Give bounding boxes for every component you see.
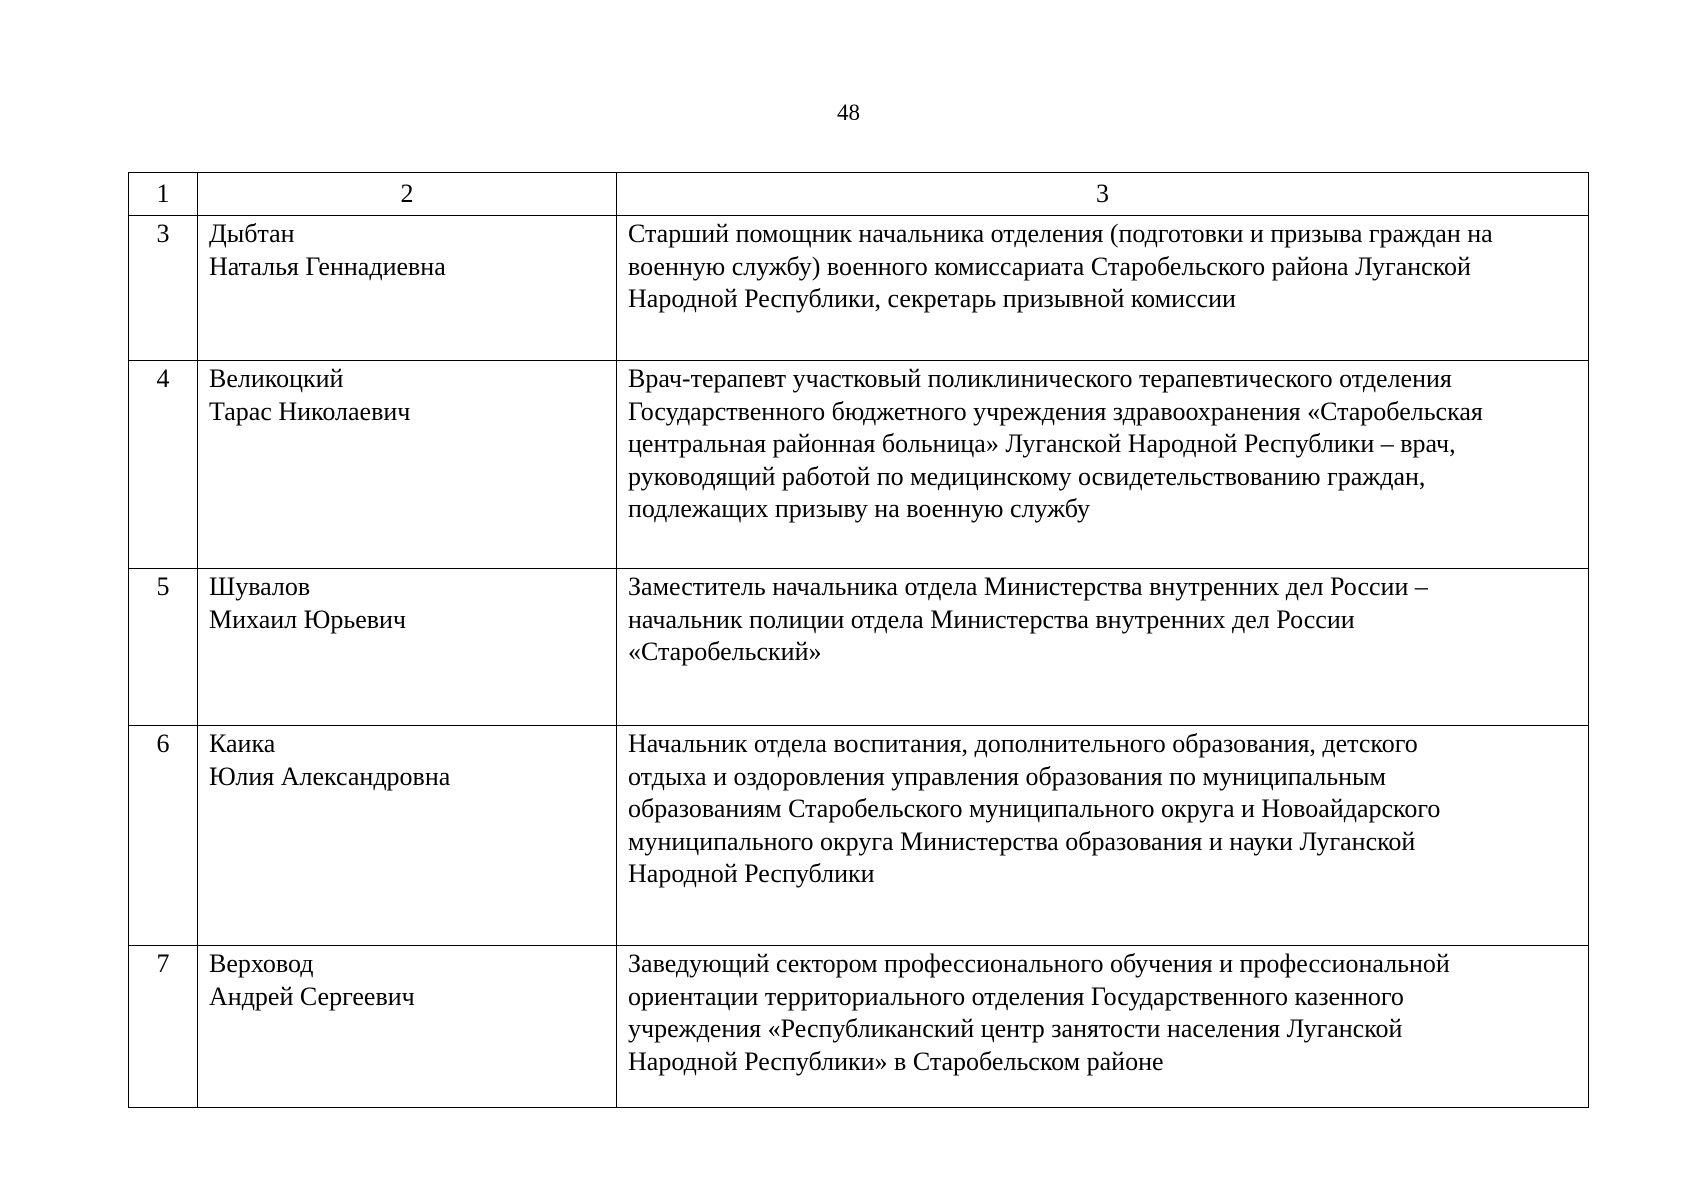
member-surname: Шувалов [209,572,311,601]
member-given-name: Тарас Николаевич [209,396,411,426]
position-line: учреждения «Республиканский центр занятости населения Луганской [628,1014,1403,1043]
member-surname: Верховод [209,949,314,978]
header-col-3: 3 [617,173,1589,216]
position-line: Народной Республики [628,859,875,888]
member-position [617,726,1589,946]
member-name [198,569,617,726]
row-number: 7 [129,946,198,1108]
member-given-name: Андрей Сергеевич [209,981,415,1011]
table-row [129,946,1589,1108]
member-given-name: Наталья Геннадиевна [209,251,446,281]
member-position [617,361,1589,569]
member-position [617,216,1589,361]
position-line: Заведующий сектором профессионального обучения и профессиональной [628,949,1450,978]
position-line: подлежащих призыву на военную службу [628,494,1090,523]
member-name [198,946,617,1108]
member-surname: Великоцкий [209,364,344,393]
row-number: 6 [129,726,198,946]
table-row [129,216,1589,361]
position-line: руководящий работой по медицинскому освидетельствованию граждан, [628,461,1426,491]
table-header-row [129,173,1589,216]
position-line: Народной Республики, секретарь призывной комиссии [628,284,1236,313]
position-line: Заместитель начальника отдела Министерства внутренних дел России – [628,572,1428,601]
position-line: ориентации территориального отделения Государственного казенного [628,981,1404,1011]
position-line: образованиям Старобельского муниципального округа и Новоайдарского [628,794,1441,823]
member-position [617,569,1589,726]
header-col-1: 1 [129,173,198,216]
member-position [617,946,1589,1108]
position-line: Старший помощник начальника отделения (подготовки и призыва граждан на [628,219,1493,248]
position-line: военную службу) военного комиссариата Старобельского района Луганской [628,251,1471,281]
table-row [129,726,1589,946]
position-line: начальник полиции отдела Министерства внутренних дел России [628,604,1355,634]
member-given-name: Михаил Юрьевич [209,604,407,634]
table-row [129,361,1589,569]
position-line: отдыха и оздоровления управления образования по муниципальным [628,761,1386,791]
page-number: 48 [837,100,860,125]
row-number: 4 [129,361,198,569]
position-line: Начальник отдела воспитания, дополнительного образования, детского [628,729,1418,758]
member-surname: Дыбтан [209,219,295,248]
members-table [128,172,1589,1108]
member-name [198,216,617,361]
member-name [198,361,617,569]
position-line: «Старобельский» [628,637,822,666]
position-line: Врач-терапевт участковый поликлинического терапевтического отделения [628,364,1452,393]
header-col-2: 2 [198,173,617,216]
row-number: 3 [129,216,198,361]
member-surname: Каика [209,729,276,758]
position-line: Народной Республики» в Старобельском районе [628,1046,1164,1076]
table-row [129,569,1589,726]
row-number: 5 [129,569,198,726]
member-name [198,726,617,946]
member-given-name: Юлия Александровна [209,761,451,791]
position-line: Государственного бюджетного учреждения здравоохранения «Старобельская [628,396,1483,426]
position-line: муниципального округа Министерства образования и науки Луганской [628,826,1416,856]
position-line: центральная районная больница» Луганской Народной Республики – врач, [628,429,1456,458]
